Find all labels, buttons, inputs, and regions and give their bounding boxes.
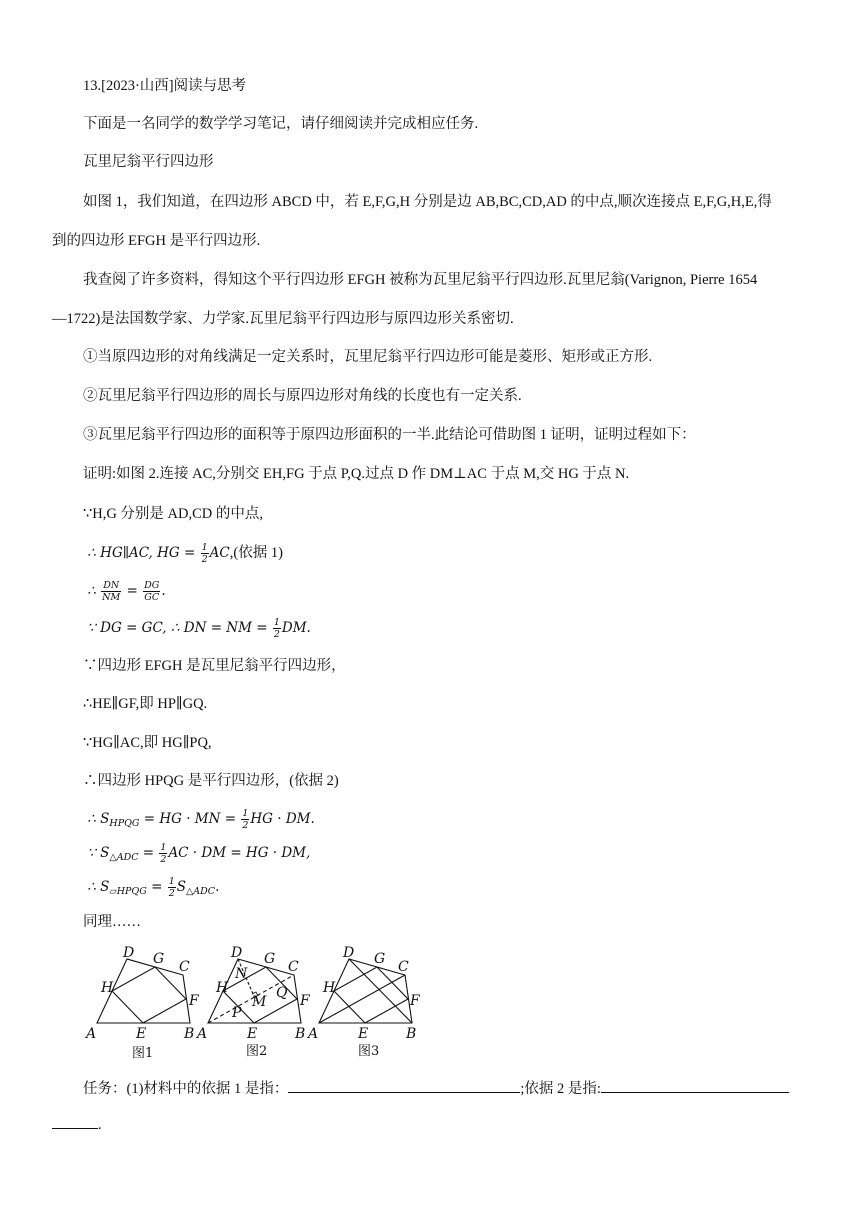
formula-dn-nm: ∵ DG = GC, ∴ DN = NM = $\frac{1}{2}$ DM. (83, 617, 311, 640)
point-label-e: E (358, 1026, 369, 1042)
point-label-d: D (343, 945, 355, 961)
point-label-b: B (295, 1026, 306, 1042)
point-label-g: G (374, 951, 386, 967)
point-label-n: N (235, 966, 248, 982)
point-label-c: C (288, 959, 299, 975)
figure-2-caption: 图2 (246, 1044, 268, 1059)
para2-line2: —1722)是法国数学家、力学家.瓦里尼翁平行四边形与原四边形关系密切. (52, 311, 514, 327)
formula-area-hpqg: ∴ $S_{HPQG}$ = HG · MN = $\frac{1}{2}$ HG · DM. (83, 808, 315, 831)
point-label-b: B (406, 1026, 417, 1042)
task-line (83, 1078, 812, 1099)
similarly-text: 同理…… (83, 914, 141, 930)
para1-line1: 如图 1，我们知道，在四边形 ABCD 中，若 E,F,G,H 分别是边 AB,BC,CD,AD 的中点,顺次连接点 E,F,G,H,E,得 (83, 194, 772, 210)
task-line-2 (52, 1114, 812, 1135)
proof-step-6: ∴HE∥GF,即 HP∥GQ. (83, 696, 208, 712)
point-label-g: G (264, 951, 276, 967)
task-label: 任务：(1)材料中的依据 1 是指： (83, 1081, 289, 1097)
point-label-c: C (179, 959, 190, 975)
point-label-q: Q (276, 985, 288, 1001)
figures-strip (80, 945, 440, 1065)
point-label-f: F (300, 993, 310, 1009)
item-1: ①当原四边形的对角线满足一定关系时，瓦里尼翁平行四边形可能是菱形、矩形或正方形. (83, 349, 653, 365)
formula-area-adc: ∵ $S_{\triangle ADC}$ = $\frac{1}{2}$ AC · DM = HG · DM, (83, 842, 311, 865)
point-label-a: A (86, 1026, 97, 1042)
proof-step-8: ∴四边形 HPQG 是平行四边形，(依据 2) (83, 773, 339, 789)
point-label-m: M (252, 994, 267, 1010)
problem-header: 13.[2023·山西]阅读与思考 (83, 78, 247, 94)
point-label-g: G (153, 951, 165, 967)
point-label-f: F (189, 993, 199, 1009)
para1-line2: 到的四边形 EFGH 是平行四边形. (52, 233, 261, 249)
para2-line1: 我查阅了许多资料，得知这个平行四边形 EFGH 被称为瓦里尼翁平行四边形.瓦里尼翁(Varignon, Pierre 1654 (83, 272, 758, 288)
proof-step-1: ∵H,G 分别是 AD,CD 的中点, (83, 506, 264, 522)
point-label-d: D (123, 945, 135, 961)
item-3: ③瓦里尼翁平行四边形的面积等于原四边形面积的一半.此结论可借助图 1 证明，证明过程如下： (83, 427, 696, 443)
item-2: ②瓦里尼翁平行四边形的周长与原四边形对角线的长度也有一定关系. (83, 388, 522, 404)
point-label-f: F (410, 993, 420, 1009)
proof-step-11 (83, 876, 812, 902)
basis-1-note: ,(依据 1) (229, 545, 283, 561)
section-title: 瓦里尼翁平行四边形 (83, 154, 214, 170)
basis-2-answer-blank[interactable] (601, 1078, 789, 1093)
point-label-b: B (184, 1026, 195, 1042)
figure-1-caption: 图1 (132, 1046, 154, 1061)
point-label-h: H (323, 980, 336, 996)
proof-step-9 (83, 808, 812, 834)
proof-step-3 (83, 580, 812, 603)
point-label-e: E (136, 1026, 147, 1042)
point-label-d: D (231, 945, 243, 961)
intro-text: 下面是一名同学的数学学习笔记，请仔细阅读并完成相应任务. (83, 116, 479, 132)
formula-hg-parallel: ∴ HG∥AC, HG = $\frac{1}{2}$ AC (83, 542, 230, 565)
point-label-e: E (247, 1026, 258, 1042)
point-label-a: A (308, 1026, 319, 1042)
task-basis-2-label: ;依据 2 是指: (520, 1081, 601, 1097)
proof-step-7: ∵HG∥AC,即 HG∥PQ, (83, 735, 212, 751)
proof-step-2 (83, 542, 812, 565)
figure-labels (84, 945, 421, 1061)
task-end-period: . (98, 1117, 102, 1133)
basis-2-answer-blank-cont[interactable] (52, 1114, 98, 1129)
point-label-c: C (398, 959, 409, 975)
formula-area-result: ∴ $S_{▱HPQG}$ = $\frac{1}{2}$ $S_{\triangle ADC}$. (83, 876, 220, 899)
figure-3-caption: 图3 (358, 1044, 380, 1059)
proof-step-10 (83, 842, 812, 868)
proof-step-5: ∵四边形 EFGH 是瓦里尼翁平行四边形， (83, 658, 346, 674)
basis-1-answer-blank[interactable] (288, 1078, 520, 1093)
formula-ratio: ∴ $\frac{DN}{NM}$ = $\frac{DG}{GC}$ . (83, 580, 166, 603)
point-label-a: A (197, 1026, 208, 1042)
proof-start: 证明:如图 2.连接 AC,分别交 EH,FG 于点 P,Q.过点 D 作 DM⊥AC 于点 M,交 HG 于点 N. (83, 466, 630, 482)
point-label-h: H (216, 980, 229, 996)
proof-step-4 (83, 617, 812, 640)
point-label-h: H (101, 980, 114, 996)
point-label-p: P (232, 1005, 242, 1021)
